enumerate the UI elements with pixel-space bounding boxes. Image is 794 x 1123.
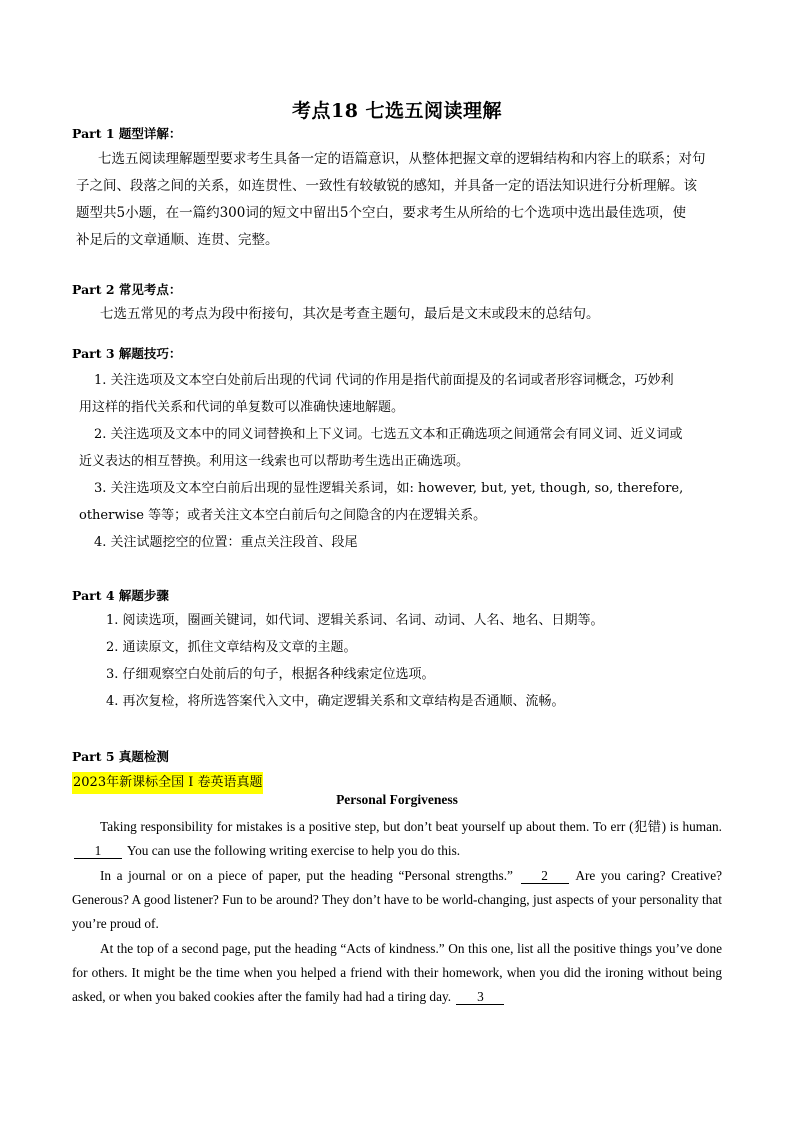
part4-step-1: 1. 阅读选项，圈画关键词，如代词、逻辑关系词、名词、动词、人名、地名、日期等。 xyxy=(106,613,604,628)
p1-text-b: You can use the following writing exercise to help you do this. xyxy=(126,843,461,858)
part3-heading: Part 3 解题技巧： xyxy=(72,346,182,361)
exam-source-label: 2023年新课标全国 I 卷英语真题 xyxy=(72,772,263,794)
part3-line-1: 1. 关注选项及文本空白处前后出现的代词 代词的作用是指代前面提及的名词或者形容词概念，巧妙利 xyxy=(94,373,674,388)
part3-line-6: otherwise 等等；或者关注文本空白前后句之间隐含的内在逻辑关系。 xyxy=(79,508,487,523)
part3-line-4: 近义表达的相互替换。利用这一线索也可以帮助考生选出正确选项。 xyxy=(79,454,470,469)
part1-heading: Part 1 题型详解： xyxy=(72,126,182,141)
blank-2[interactable]: 2 xyxy=(521,868,569,884)
part1-line-3: 题型共5小题，在一篇约300词的短文中留出5个空白，要求考生从所给的七个选项中选出最佳选项，使 xyxy=(76,205,686,221)
blank-3[interactable]: 3 xyxy=(456,989,504,1005)
p1-text-a: Taking responsibility for mistakes is a positive step, but don’t beat yourself up about them. To err (犯错) is human. xyxy=(100,819,722,834)
part4-heading: Part 4 解题步骤 xyxy=(72,588,169,603)
page-title: 考点18 七选五阅读理解 xyxy=(291,100,503,122)
passage-paragraph-1 xyxy=(72,815,722,863)
part4-step-2: 2. 通读原文，抓住文章结构及文章的主题。 xyxy=(106,640,357,655)
part3-line-5: 3. 关注选项及文本空白前后出现的显性逻辑关系词，如: however, but, yet, though, so, therefore, xyxy=(94,481,684,496)
passage-title: Personal Forgiveness xyxy=(336,792,458,807)
p2-text-a: In a journal or on a piece of paper, put the heading “Personal strengths.” xyxy=(100,868,513,883)
part2-heading: Part 2 常见考点： xyxy=(72,282,182,297)
part3-line-7: 4. 关注试题挖空的位置：重点关注段首、段尾 xyxy=(94,535,358,550)
blank-1[interactable]: 1 xyxy=(74,843,122,859)
passage-paragraph-2 xyxy=(72,864,722,936)
part1-line-4: 补足后的文章通顺、连贯、完整。 xyxy=(76,232,279,248)
part5-heading: Part 5 真题检测 xyxy=(72,749,169,764)
part3-line-3: 2. 关注选项及文本中的同义词替换和上下义词。七选五文本和正确选项之间通常会有同义词、近义词或 xyxy=(94,427,683,442)
part3-line-2: 用这样的指代关系和代词的单复数可以准确快速地解题。 xyxy=(79,400,405,415)
passage-paragraph-3 xyxy=(72,937,722,1009)
part4-step-3: 3. 仔细观察空白处前后的句子，根据各种线索定位选项。 xyxy=(106,667,435,682)
part1-line-2: 子之间、段落之间的关系，如连贯性、一致性有较敏锐的感知，并具备一定的语法知识进行分析理解。该 xyxy=(76,178,697,194)
part4-step-4: 4. 再次复检，将所选答案代入文中，确定逻辑关系和文章结构是否通顺、流畅。 xyxy=(106,694,565,709)
part2-text: 七选五常见的考点为段中衔接句，其次是考查主题句，最后是文末或段末的总结句。 xyxy=(100,306,600,322)
part1-line-1: 七选五阅读理解题型要求考生具备一定的语篇意识，从整体把握文章的逻辑结构和内容上的联系；对句 xyxy=(98,151,706,167)
p2-text-b: Are you caring? Creative? Generous? A good listener? Fun to be around? They don’t have to be world-changing, just aspects of your personality that you’re proud of. xyxy=(72,868,723,931)
p3-text-a: At the top of a second page, put the heading “Acts of kindness.” On this one, list all the positive things you’ve done for others. It might be the time when you helped a friend with their homework, when you did the ironing without being asked, or when you baked cookies after the family had had a tiring day. xyxy=(72,941,722,1004)
